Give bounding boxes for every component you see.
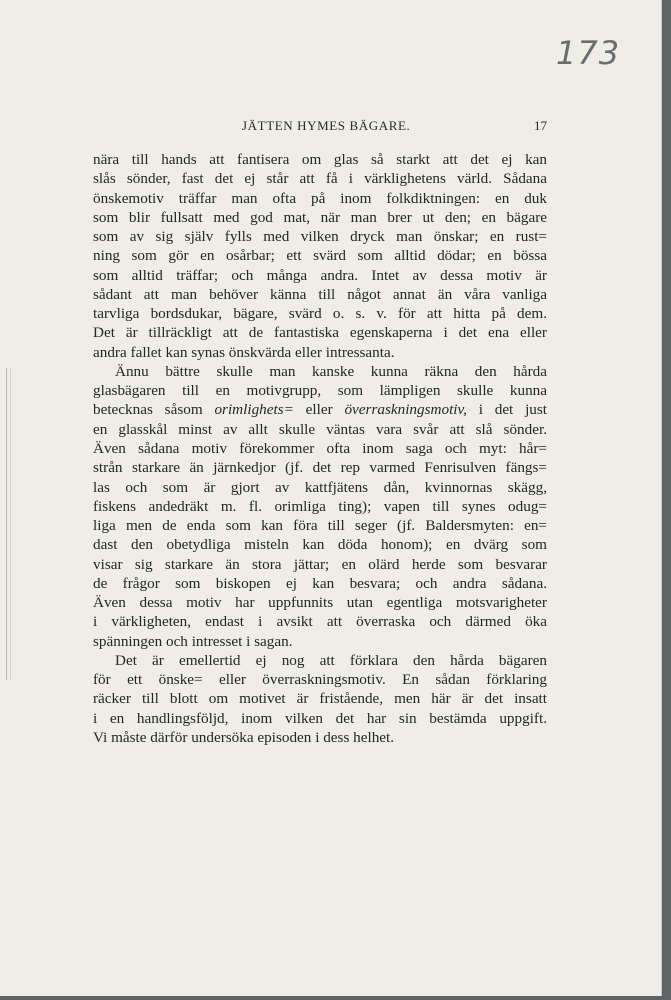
text-line: las och som är gjort av kattfjätens dån, kvinnornas skägg, (93, 478, 547, 496)
text-line: slås sönder, fast det ej står att få i värklighetens värld. Sådana (93, 170, 547, 188)
text-line: visar sig starkare än stora jättar; en olärd herde som besvarar (93, 555, 547, 573)
text-line: Även dessa motiv har uppfunnits utan egentliga motsvarigheter (93, 594, 547, 612)
text-line: Vi måste därför undersöka episoden i dess helhet. (93, 728, 395, 746)
text-line: fiskens andedräkt m. fl. orimliga ting); vapen till synes odug= (93, 497, 547, 515)
text-line: sådant att man behöver känna till något annat än våra vanliga (93, 285, 547, 303)
body-text (93, 150, 547, 747)
text-line: Det är emellertid ej nog att förklara den hårda bägaren (115, 651, 547, 669)
paragraph (93, 362, 547, 651)
text-line: de frågor som biskopen ej kan besvara; och andra sådana. (93, 574, 547, 592)
text-line: liga men de enda som kan föra till seger (jf. Baldersmyten: en= (93, 517, 547, 535)
text-fragment: eller (293, 401, 345, 419)
text-line: som blir fullsatt med god mat, när man brer ut den; en bägare (93, 208, 547, 226)
text-line: som alltid träffar; och många andra. Intet av dessa motiv är (93, 266, 547, 284)
page-number: 17 (534, 118, 547, 133)
text-line: strån starkare än järnkedjor (jf. det rep varmed Fenrisulven fängs= (93, 459, 547, 477)
text-line: Även sådana motiv förekommer ofta inom saga och myt: hår= (93, 439, 547, 457)
text-line: ning som gör en osårbar; ett svärd som alltid dödar; en bössa (93, 247, 547, 265)
text-line: Ännu bättre skulle man kanske kunna räkna den hårda (115, 362, 547, 380)
paragraph (93, 651, 547, 747)
text-line: i en handlingsföljd, inom vilken det har sin bestämda uppgift. (93, 709, 547, 727)
text-line: tarvliga bordsdukar, bägare, svärd o. s. v. för att hitta på dem. (93, 305, 547, 323)
text-fragment: i det just (466, 401, 548, 419)
handwritten-page-number: 173 (556, 34, 621, 72)
page-fold-mark (6, 368, 11, 680)
text-line: glasbägaren till en motivgrupp, som lämpligen skulle kunna (93, 382, 547, 400)
paragraph (93, 150, 547, 362)
text-line: för ett önske= eller överraskningsmotiv. En sådan förklaring (93, 671, 547, 689)
italic-term: orimlighets= (214, 401, 294, 419)
text-line: önskemotiv träffar man ofta på inom folkdiktningen: en duk (93, 189, 547, 207)
text-line: räcker till blott om motivet är fristående, men här är det insatt (93, 690, 547, 708)
text-line: som av sig själv fylls med vilken dryck man önskar; en rust= (93, 228, 547, 246)
text-line: dast den obetydliga misteln kan döda honom); en dvärg som (93, 536, 547, 554)
italic-term: överraskningsmotiv, (344, 401, 467, 419)
text-line: Det är tillräckligt att de fantastiska egenskaperna i det ena eller (93, 324, 547, 342)
text-line: nära till hands att fantisera om glas så starkt att det ej kan (93, 151, 547, 168)
text-line: en glasskål minst av allt skulle väntas vara svår att slå sönder. (93, 420, 547, 438)
running-header-title: JÄTTEN HYMES BÄGARE. (242, 118, 411, 133)
text-line: i värkligheten, endast i avsikt att överraska och därmed öka (93, 613, 547, 631)
text-line (93, 400, 547, 419)
text-fragment: betecknas såsom (93, 401, 215, 419)
text-line: spänningen och intresset i sagan. (93, 632, 293, 650)
text-line: andra fallet kan synas önskvärda eller intressanta. (93, 343, 395, 361)
